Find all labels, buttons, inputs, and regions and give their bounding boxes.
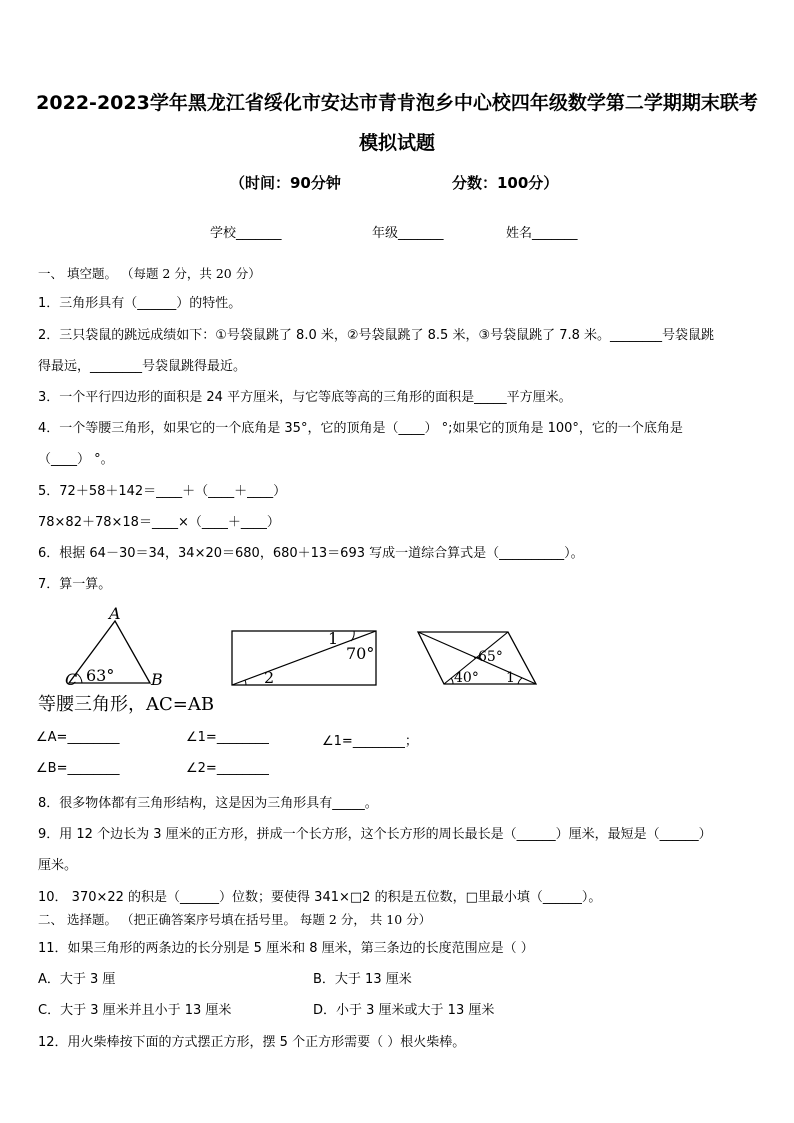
exam-title-line1: 2022-2023学年黑龙江省绥化市安达市青肯泡乡中心校四年级数学第二学期期末联考 [36, 92, 758, 114]
question-7: 7．算一算。 [38, 577, 112, 592]
exam-time: （时间：90分钟 [230, 174, 341, 192]
question-6: 6．根据 64－30＝34，34×20＝680，680＋13＝693 写成一道综合算式是（__________）。 [38, 546, 584, 561]
parallelogram-figure [414, 628, 540, 688]
section2-title: 二、 选择题。 （把正确答案序号填在括号里。 每题 2 分， 共 10 分） [38, 912, 432, 927]
triangle-figure [60, 603, 170, 687]
option-11-b: B．大于 13 厘米 [313, 972, 412, 987]
question-11: 11．如果三角形的两条边的长分别是 5 厘米和 8 厘米，第三条边的长度范围应是（ ） [38, 941, 534, 956]
exam-title-line2: 模拟试题 [358, 132, 435, 154]
grade-field: 年级_______ [372, 226, 444, 241]
option-11-c: C．大于 3 厘米并且小于 13 厘米 [38, 1003, 232, 1018]
question-8: 8．很多物体都有三角形结构，这是因为三角形具有_____。 [38, 796, 378, 811]
question-5-line2: 78×82＋78×18＝____×（____＋____） [38, 515, 280, 530]
question-4-line1: 4．一个等腰三角形，如果它的一个底角是 35°，它的顶角是（____） °;如果它的顶角是 100°，它的一个底角是 [38, 421, 683, 436]
question-9-line1: 9．用 12 个边长为 3 厘米的正方形，拼成一个长方形，这个长方形的周长最长是（______）厘米，最短是（______） [38, 827, 712, 842]
answer-angle-1-para: ∠1=________； [322, 734, 418, 749]
question-12: 12．用火柴棒按下面的方式摆正方形，摆 5 个正方形需要（ ）根火柴棒。 [38, 1035, 466, 1050]
option-11-a: A．大于 3 厘 [38, 972, 116, 987]
question-9-line2: 厘米。 [38, 858, 78, 873]
question-3: 3．一个平行四边形的面积是 24 平方厘米，与它等底等高的三角形的面积是_____平方厘米。 [38, 390, 572, 405]
exam-score: 分数：100分） [452, 174, 559, 192]
answer-angle-b: ∠B=________ [36, 761, 120, 776]
label-c: C [65, 670, 78, 687]
question-2-line2: 得最远，________号袋鼠跳得最近。 [38, 359, 247, 374]
label-angle-70: 70° [346, 644, 375, 663]
triangle-caption: 等腰三角形，AC=AB [38, 694, 215, 715]
question-5-line1: 5．72＋58＋142＝____＋（____＋____） [38, 484, 287, 499]
label-a: A [109, 604, 121, 623]
question-4-line2: （____） °。 [38, 452, 114, 467]
answer-angle-2-rect: ∠2=________ [186, 761, 269, 776]
option-11-d: D．小于 3 厘米或大于 13 厘米 [313, 1003, 495, 1018]
answer-angle-a: ∠A=________ [36, 730, 120, 745]
question-2-line1: 2．三只袋鼠的跳远成绩如下：①号袋鼠跳了 8.0 米，②号袋鼠跳了 8.5 米，③号袋鼠跳了 7.8 米。________号袋鼠跳 [38, 328, 715, 343]
school-field: 学校_______ [210, 226, 282, 241]
label-angle-65: 65° [478, 649, 503, 665]
question-10: 10． 370×22 的积是（______）位数；要使得 341×□2 的积是五位数，□里最小填（______）。 [38, 890, 602, 905]
label-angle2-rect: 2 [264, 668, 275, 687]
label-b: B [151, 670, 163, 687]
section1-title: 一、 填空题。 （每题 2 分，共 20 分） [38, 266, 261, 281]
answer-angle-1-rect: ∠1=________ [186, 730, 269, 745]
label-angle-63: 63° [86, 666, 115, 685]
label-angle1-para: 1 [506, 670, 515, 686]
label-angle-40: 40° [454, 670, 479, 686]
rectangle-figure [228, 627, 380, 689]
question-1: 1．三角形具有（______）的特性。 [38, 296, 242, 311]
label-angle1-rect: 1 [328, 629, 339, 648]
name-field: 姓名_______ [506, 226, 578, 241]
